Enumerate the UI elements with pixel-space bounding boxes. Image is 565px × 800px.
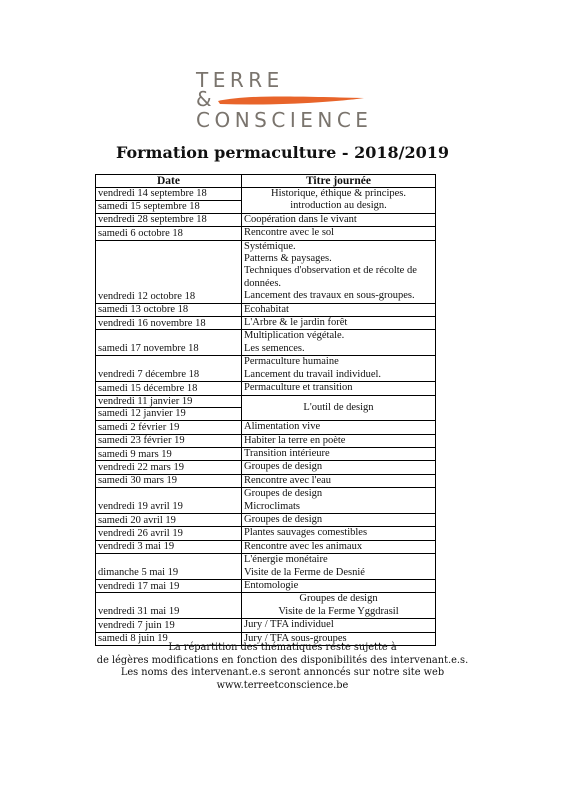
date-text: vendredi 17 mai 19 xyxy=(98,580,180,592)
title-cell xyxy=(242,303,436,316)
date-cell xyxy=(96,382,242,395)
date-cell xyxy=(96,527,242,540)
table-header-row xyxy=(96,175,436,188)
date-cell xyxy=(96,240,242,303)
date-text: samedi 13 octobre 18 xyxy=(98,304,189,316)
title-text: L'énergie monétaire xyxy=(244,554,328,566)
title-cell xyxy=(242,461,436,474)
table-row xyxy=(96,579,436,592)
footer-line: de légères modifications en fonction des disponibilités des intervenant.e.s. xyxy=(96,654,469,666)
title-text: Rencontre avec les animaux xyxy=(244,540,363,552)
table-row xyxy=(96,317,436,330)
title-text: Rencontre avec l'eau xyxy=(244,474,332,486)
brushstroke-icon xyxy=(216,93,366,107)
date-text: samedi 8 juin 19 xyxy=(98,633,168,645)
title-text: L'outil de design xyxy=(303,401,374,413)
title-text: Les semences. xyxy=(244,342,305,354)
title-text: Jury / TFA individuel xyxy=(244,619,334,631)
date-text: samedi 12 janvier 19 xyxy=(96,407,241,420)
date-text: samedi 9 mars 19 xyxy=(98,448,172,460)
table-row xyxy=(96,395,436,421)
table-row xyxy=(96,303,436,316)
date-text: vendredi 31 mai 19 xyxy=(98,606,180,618)
date-cell xyxy=(96,188,242,214)
title-text: Jury / TFA sous-groupes xyxy=(244,632,347,644)
title-text: Multiplication végétale. xyxy=(244,330,345,342)
title-text: Permaculture et transition xyxy=(244,382,353,394)
date-cell xyxy=(96,513,242,526)
date-cell xyxy=(96,227,242,240)
table-row xyxy=(96,421,436,434)
title-text: Patterns & paysages. xyxy=(244,253,332,265)
title-cell xyxy=(242,434,436,447)
date-cell xyxy=(96,619,242,632)
title-cell xyxy=(242,188,436,214)
date-cell xyxy=(96,356,242,382)
date-text: vendredi 3 mai 19 xyxy=(98,541,175,553)
date-text: samedi 15 décembre 18 xyxy=(98,382,198,394)
title-text: Techniques d'observation et de récolte de xyxy=(244,265,417,277)
date-cell xyxy=(96,395,242,421)
title-text: Visite de la Ferme Yggdrasil xyxy=(278,605,399,617)
date-text: samedi 30 mars 19 xyxy=(98,475,178,487)
date-cell xyxy=(96,421,242,434)
date-text: vendredi 11 janvier 19 xyxy=(98,395,193,407)
title-text: Plantes sauvages comestibles xyxy=(244,527,368,539)
table-row xyxy=(96,356,436,382)
title-cell xyxy=(242,356,436,382)
date-text: samedi 23 février 19 xyxy=(98,435,185,447)
date-cell xyxy=(96,447,242,460)
title-cell xyxy=(242,317,436,330)
date-text: vendredi 14 septembre 18 xyxy=(98,188,207,200)
date-text: vendredi 28 septembre 18 xyxy=(98,214,207,226)
schedule-table xyxy=(95,174,436,646)
title-cell xyxy=(242,540,436,553)
table-row xyxy=(96,461,436,474)
table-row xyxy=(96,593,436,619)
title-text: Historique, éthique & principes. xyxy=(270,188,406,199)
date-cell xyxy=(96,317,242,330)
date-text: samedi 17 novembre 18 xyxy=(98,343,199,355)
date-cell xyxy=(96,330,242,356)
title-cell xyxy=(242,447,436,460)
date-cell xyxy=(96,303,242,316)
title-cell xyxy=(242,474,436,487)
title-text: Lancement des travaux en sous-groupes. xyxy=(244,290,415,302)
date-text: samedi 20 avril 19 xyxy=(98,514,176,526)
title-cell xyxy=(242,213,436,226)
title-text: Microclimats xyxy=(244,500,300,512)
title-cell xyxy=(242,593,436,619)
table-row xyxy=(96,488,436,514)
date-text: vendredi 7 juin 19 xyxy=(98,619,175,631)
table-row xyxy=(96,240,436,303)
website-link[interactable]: www.terreetconscience.be xyxy=(216,679,349,691)
logo xyxy=(196,66,386,136)
title-cell xyxy=(242,227,436,240)
title-text: Habiter la terre en poète xyxy=(244,434,346,446)
title-text: Alimentation vive xyxy=(244,421,321,433)
date-cell xyxy=(96,540,242,553)
title-cell xyxy=(242,527,436,540)
table-row xyxy=(96,540,436,553)
title-text: Entomologie xyxy=(244,579,299,591)
table-row xyxy=(96,447,436,460)
title-cell xyxy=(242,382,436,395)
date-cell xyxy=(96,461,242,474)
table-row xyxy=(96,554,436,580)
title-text: Transition intérieure xyxy=(244,447,330,459)
title-cell xyxy=(242,488,436,514)
title-text: données. xyxy=(244,277,282,289)
date-text: vendredi 16 novembre 18 xyxy=(98,317,206,329)
page-title: Formation permaculture - 2018/2019 xyxy=(115,143,450,162)
footer-line: La répartition des thématiques reste sujette à xyxy=(168,642,397,653)
date-text: dimanche 5 mai 19 xyxy=(98,567,179,579)
date-text: vendredi 19 avril 19 xyxy=(98,501,183,513)
logo-line-1: TERRE xyxy=(196,68,284,92)
title-cell xyxy=(242,330,436,356)
title-text: Lancement du travail individuel. xyxy=(244,368,382,380)
table-row xyxy=(96,434,436,447)
title-text: Groupes de design xyxy=(244,513,323,525)
date-text: samedi 2 février 19 xyxy=(98,421,180,433)
logo-line-3: CONSCIENCE xyxy=(196,108,373,132)
table-row xyxy=(96,227,436,240)
date-cell xyxy=(96,554,242,580)
title-text: introduction au design. xyxy=(290,200,387,212)
title-cell xyxy=(242,554,436,580)
title-cell xyxy=(242,395,436,421)
date-text: vendredi 12 octobre 18 xyxy=(98,290,196,302)
title-text: Ecohabitat xyxy=(244,303,289,315)
date-text: vendredi 22 mars 19 xyxy=(98,461,185,473)
title-text: Visite de la Ferme de Desnié xyxy=(244,566,365,578)
table-row xyxy=(96,619,436,632)
date-cell xyxy=(96,593,242,619)
title-text: Rencontre avec le sol xyxy=(244,227,335,239)
date-cell xyxy=(96,474,242,487)
logo-line-2: & xyxy=(196,87,217,111)
title-cell xyxy=(242,240,436,303)
table-row xyxy=(96,213,436,226)
table-row xyxy=(96,188,436,214)
date-text: vendredi 7 décembre 18 xyxy=(98,369,200,381)
title-text: Groupes de design xyxy=(299,593,378,605)
date-cell xyxy=(96,488,242,514)
title-text: L'Arbre & le jardin forêt xyxy=(244,317,348,329)
title-cell xyxy=(242,513,436,526)
title-text: Groupes de design xyxy=(244,461,323,473)
date-text: samedi 15 septembre 18 xyxy=(96,200,241,213)
title-cell xyxy=(242,619,436,632)
footer-note xyxy=(0,642,565,692)
title-cell xyxy=(242,579,436,592)
title-text: Permaculture humaine xyxy=(244,356,339,368)
date-text: vendredi 26 avril 19 xyxy=(98,527,183,539)
table-row xyxy=(96,382,436,395)
date-cell xyxy=(96,579,242,592)
column-header-title: Titre journée xyxy=(242,175,436,188)
table-row xyxy=(96,527,436,540)
date-cell xyxy=(96,213,242,226)
column-header-date: Date xyxy=(96,175,242,188)
title-text: Systémique. xyxy=(244,240,296,252)
date-text: samedi 6 octobre 18 xyxy=(98,227,183,239)
table-row xyxy=(96,330,436,356)
title-cell xyxy=(242,421,436,434)
table-row xyxy=(96,474,436,487)
title-text: Groupes de design xyxy=(244,488,323,500)
title-text: Coopération dans le vivant xyxy=(244,213,357,225)
footer-line: Les noms des intervenant.e.s seront annoncés sur notre site web xyxy=(120,667,445,679)
table-row xyxy=(96,513,436,526)
date-cell xyxy=(96,434,242,447)
